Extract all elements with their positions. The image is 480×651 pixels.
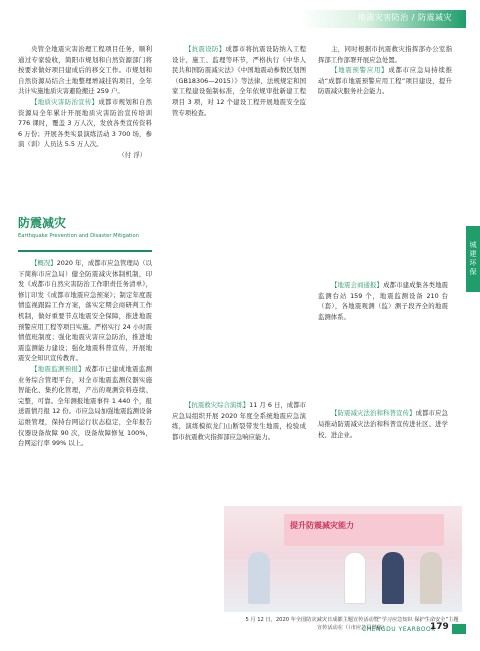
entry-tag: 【抗震设防】 — [185, 45, 226, 53]
page-marker — [452, 624, 466, 634]
paragraph: 主，同时根据市抗震救灾指挥部办公室指挥部工作部署开展应急处置。 — [318, 45, 452, 64]
paragraph — [18, 258, 152, 364]
entry-text: 成都市将抗震设防纳入工程设计、施工、监理等环节，严格执行《中华人民共和国防震减灾法》《中国地震动参数区划图（GB18306—2015）》等法律、法规规定和国家工程建设强制标准，全年依规审批新建工程项目 3 项，对 12 个建设工程开展地震安全监管专项检查。 — [172, 45, 307, 117]
section-title: 防震减灾 — [18, 216, 67, 230]
entry-tag: 【地震会商通报】 — [331, 281, 384, 289]
entry-tag: 【抗震救灾综合演练】 — [185, 401, 250, 409]
entry-text: 成都市建成集各类地震监测台站 159 个，地震监测设备 210 台（套），各地震观测（监）测子段齐全的地震监测体系。 — [318, 281, 449, 321]
column-3-lower — [318, 280, 448, 440]
side-tab: 城建环保 — [466, 226, 480, 292]
person-figure — [382, 552, 404, 604]
entry-text: 成都市规划和自然资源局全年累计开展地质灾害防治宣传培训 776 课时，覆盖 3 万人次，发放各类宣传资料 6 万份；开展各类实景演练活动 3 700 场，参演（训）人员达 5.5 万人次。 — [18, 97, 153, 149]
entry-text: 2020 年，成都市应急管理局（以下简称市应急局）健全防震减灾体制机制，印发《成都市自然灾害防治工作职责任务清单》，修订印发《成都市地震应急预案》；制定年度震情监视跟踪工作方案，落实定期会商研判工作机制，做好重要节点地震安全保障，推进地震预警应用工程等项目实施。严格实行 24 小时震情值班制度；强化地震灾害应急防治，推进地震监测能力建设；强化地震科普宣传，开展地震安全知识宣传教育。 — [18, 259, 153, 363]
entry-text: 成都市应急局推动防震减灾法治和科普宣传进社区、进学校、进企业。 — [318, 409, 449, 439]
section-header — [18, 214, 152, 252]
person-figure — [344, 552, 366, 604]
entry-tag: 【防震减灾法治和科普宣传】 — [331, 409, 416, 418]
photo-banner-text: 提升防震减灾能力 — [290, 521, 354, 530]
paragraph — [318, 65, 452, 97]
column-1-lower — [18, 258, 152, 449]
paragraph — [18, 364, 152, 449]
column-2 — [172, 44, 306, 118]
column-2-lower — [172, 400, 306, 442]
author-sign: （付 浮） — [118, 150, 146, 159]
column-3 — [318, 44, 452, 97]
entry-text: 成都市已建成地震监测业务综合管理平台，对全市地震监测仪器实施智能化、集约化管理，产出的观测资料连续、完整，可靠。全年测报地震事件 1 440 个，报送震情月报 12 份。市应急局加强地震监测设备运维管理，保持台网运行状态稳定，全年报告仪器设备故障 90 次，设备故障修复 100%，台网运行率 99% 以上。 — [18, 364, 153, 448]
section-subtitle: Earthquake Prevention and Disaster Mitigation — [18, 233, 139, 239]
section-rule — [18, 250, 152, 252]
entry-tag: 【地质灾害防治宣传】 — [31, 97, 99, 106]
footer-journal: CHENGDU YEARBOOK — [362, 626, 436, 633]
paragraph — [318, 280, 448, 322]
paragraph — [172, 44, 306, 118]
entry-text: 11 月 6 日，成都市应急局组织开展 2020 年度全系统地震应急演练，演练模拟龙门山断裂带发生地震，检验成都市抗震救灾指挥部应急响应能力。 — [172, 401, 307, 441]
entry-text: 成都市应急局持续推动“成都市地震预警应用工程”项目建设，提升防震减灾服务社会能力。 — [318, 66, 453, 96]
paragraph — [18, 97, 152, 150]
entry-tag: 【地震监测预报】 — [31, 364, 85, 373]
column-1 — [18, 44, 152, 161]
paragraph — [318, 408, 448, 440]
paragraph — [172, 400, 306, 442]
person-figure — [248, 552, 270, 604]
entry-tag: 【地震预警应用】 — [331, 66, 389, 75]
page-number: 179 — [430, 622, 449, 632]
event-photo — [224, 506, 462, 612]
entry-tag: 【概况】 — [31, 259, 57, 267]
running-header: 地震灾害防治 / 防震减灾 — [357, 13, 452, 22]
photo-caption: 5 月 12 日，2020 年全国防灾减灾日成都主题宣传活动暨“学习应急知识 保护生命安全”主题宣传活动在（（市应急局供稿） — [245, 617, 459, 631]
person-figure — [420, 552, 442, 604]
paragraph: 央管全地震灾害治理工程项目任务，顺利通过专家验收，简阳市规划和自然资源部门将按要求做好项目建成后的移交工作。市规划和自然资源局结合土地整理增减挂钩项目，全年共计实施地质灾害避险搬迁 259 户。 — [18, 45, 152, 96]
